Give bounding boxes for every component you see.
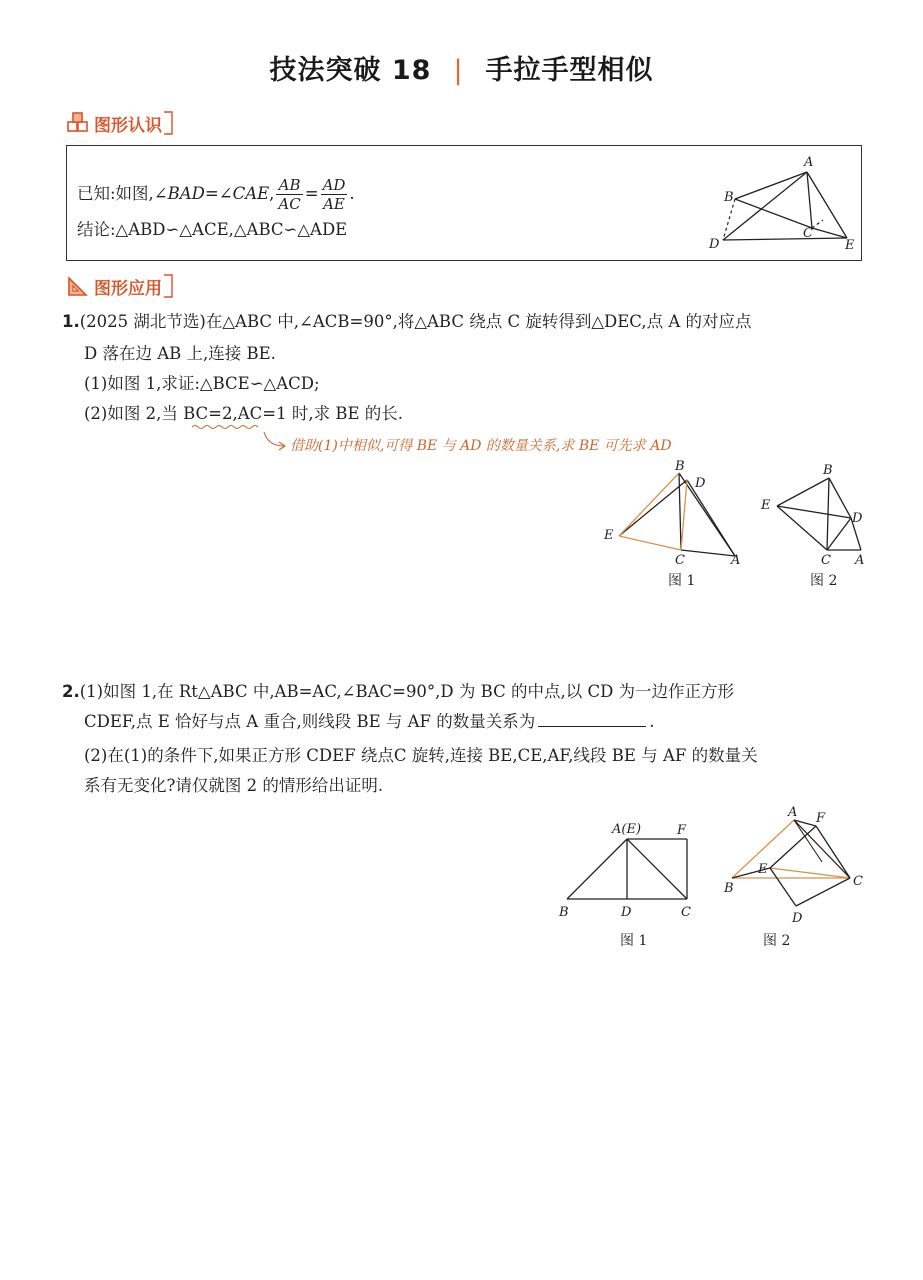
problem2-line1-text: (1)如图 1,在 Rt△ABC 中,AB=AC,∠BAC=90°,D 为 BC 的中点,以 CD 为一边作正方形 xyxy=(79,682,735,701)
p1f1-label-b: B xyxy=(675,459,685,474)
title-label: 技法突破 18 xyxy=(269,55,432,86)
problem2-figure1 xyxy=(555,815,705,925)
p1f1-label-e: E xyxy=(604,528,614,543)
p1f1-label-c: C xyxy=(675,553,685,568)
problem2-line2-text: CDEF,点 E 恰好与点 A 重合,则线段 BE 与 AF 的数量关系为 xyxy=(84,712,536,731)
problem2-line3: (2)在(1)的条件下,如果正方形 CDEF 绕点C 旋转,连接 BE,CE,AF,线段 BE 与 AF 的数量关 xyxy=(84,746,758,765)
section-tag-application xyxy=(66,273,176,299)
given-comma: , xyxy=(269,184,275,203)
frac1-den: AC xyxy=(278,195,301,213)
p2f1-label-ae: A(E) xyxy=(612,822,642,837)
p2f2-label-e: E xyxy=(758,862,768,877)
fraction-ab-ac xyxy=(276,176,302,213)
problem1-part1: (1)如图 1,求证:△BCE∽△ACD; xyxy=(84,374,320,393)
hint-wavy-underline xyxy=(190,424,300,458)
given-prefix: 已知:如图,∠ xyxy=(77,184,168,203)
p2f2-label-f: F xyxy=(816,811,826,826)
problem2-figure2 xyxy=(718,800,878,930)
bracket-icon xyxy=(162,110,176,136)
problem2-fig1-caption: 图 1 xyxy=(620,933,648,949)
p1f2-label-c: C xyxy=(821,553,831,568)
kfig-label-e: E xyxy=(845,238,855,253)
problem1-figure2 xyxy=(755,458,875,568)
p1f1-label-d: D xyxy=(695,476,706,491)
problem2-line2 xyxy=(84,710,654,734)
problem2-line2-end: . xyxy=(649,712,655,731)
knowledge-box xyxy=(66,145,862,261)
problem1-fig2-caption: 图 2 xyxy=(810,573,838,589)
p2f1-label-d: D xyxy=(621,905,632,920)
section-tag-application-label: 图形应用 xyxy=(94,278,162,299)
kfig-label-c: C xyxy=(803,226,813,241)
p1f2-label-b: B xyxy=(823,463,833,478)
p2f1-label-f: F xyxy=(677,823,687,838)
bracket-icon-2 xyxy=(162,273,176,299)
kfig-label-b: B xyxy=(724,190,734,205)
section-tag-recognition-label: 图形认识 xyxy=(94,115,162,136)
knowledge-figure xyxy=(707,150,857,258)
blocks-icon xyxy=(66,112,90,134)
problem1-number: 1. xyxy=(62,312,80,331)
problem1-line2: D 落在边 AB 上,连接 BE. xyxy=(84,344,276,363)
problem1-fig1-caption: 图 1 xyxy=(668,573,696,589)
p1f1-label-a: A xyxy=(731,553,741,568)
p2f2-label-d: D xyxy=(792,911,803,926)
given-angle1: BAD xyxy=(167,184,205,203)
section-tag-recognition xyxy=(66,110,176,136)
given-angle2: CAE xyxy=(232,184,270,203)
problem2-fig2-caption: 图 2 xyxy=(763,933,791,949)
p2f2-label-c: C xyxy=(853,874,863,889)
conclusion-line: 结论:△ABD∽△ACE,△ABC∽△ADE xyxy=(77,220,348,239)
p2f1-label-b: B xyxy=(559,905,569,920)
ruler-triangle-icon xyxy=(66,275,90,297)
problem1-part2: (2)如图 2,当 BC=2,AC=1 时,求 BE 的长. xyxy=(84,404,403,423)
p1f2-label-d: D xyxy=(852,511,863,526)
problem1-hint: 借助(1)中相似,可得 BE 与 AD 的数量关系,求 BE 可先求 AD xyxy=(290,438,672,454)
p1f2-label-e: E xyxy=(761,498,771,513)
problem2-line1 xyxy=(62,680,734,704)
given-line xyxy=(77,176,355,213)
page-title xyxy=(0,48,923,87)
problem2-number: 2. xyxy=(62,682,80,701)
frac2-num: AD xyxy=(322,176,346,194)
kfig-label-a: A xyxy=(804,155,814,170)
problem2-line4: 系有无变化?请仅就图 2 的情形给出证明. xyxy=(84,776,384,795)
p2f2-label-a: A xyxy=(788,805,798,820)
title-topic: 手拉手型相似 xyxy=(485,55,654,86)
frac-eq: = xyxy=(304,184,319,203)
p1f2-label-a: A xyxy=(855,553,865,568)
kfig-label-d: D xyxy=(709,237,720,252)
p2f1-label-c: C xyxy=(681,905,691,920)
frac1-num: AB xyxy=(276,176,302,195)
frac2-den: AE xyxy=(323,195,345,213)
answer-blank[interactable] xyxy=(538,710,646,727)
given-eq: =∠ xyxy=(204,184,233,203)
problem1-figure1 xyxy=(595,458,755,568)
p2f2-label-b: B xyxy=(724,881,734,896)
fraction-ad-ae xyxy=(321,176,348,213)
given-end: . xyxy=(349,184,355,203)
title-separator: | xyxy=(453,55,464,86)
problem1-line1 xyxy=(62,310,752,334)
problem1-line1-text: (2025 湖北节选)在△ABC 中,∠ACB=90°,将△ABC 绕点 C 旋转得到△DEC,点 A 的对应点 xyxy=(79,312,752,331)
